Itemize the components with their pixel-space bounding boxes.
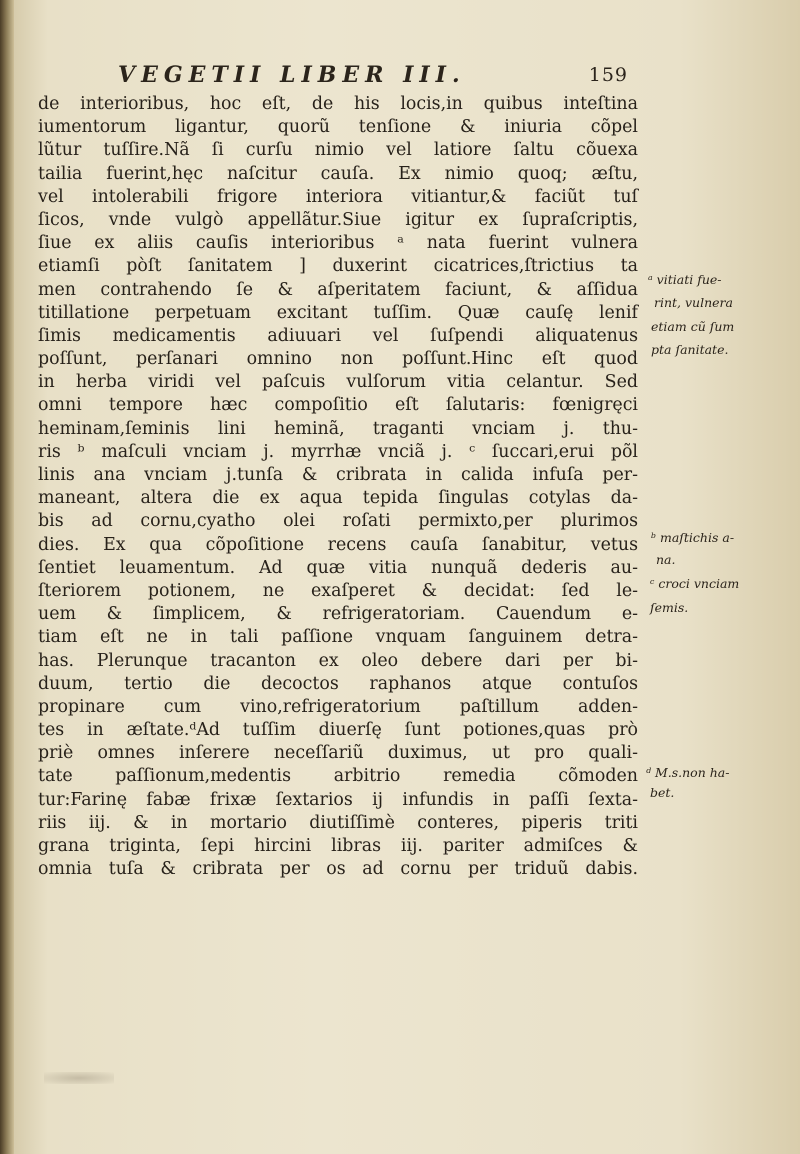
text-line: in herba viridi vel paſcuis vulſorum vitia celantur. Sed [38,372,638,393]
ink-smudge [44,1072,114,1084]
text-line: linis ana vnciam j.tunſa & cribrata in calida infuſa per- [38,465,638,485]
text-line: tailia fuerint,hęc naſcitur cauſa. Ex nimio quoq; æſtu, [38,163,638,184]
text-line: poſſunt, perſanari omnino non poſſunt.Hinc eſt quod [38,349,638,370]
margin-note: ᶜ croci vnciam [650,576,740,591]
text-line: heminam,ſeminis lini heminã, traganti vnciam j. thu- [38,418,638,439]
page-header [118,62,628,92]
page-number: 159 [588,64,628,86]
text-line: maneant, altera die ex aqua tepida ſingulas cotylas da- [38,488,638,509]
margin-note: etiam cũ ſum [651,319,735,334]
text-line: de interioribus, hoc eſt, de his locis,in quibus inteſtina [38,94,638,114]
text-line: has. Plerunque tracanton ex oleo debere dari per bi- [38,650,638,671]
running-title: VEGETII LIBER III. [118,62,466,88]
text-line: ris ᵇ maſculi vnciam j. myrrhæ vnciã j. ᶜ ſuccari,erui põl [38,441,638,462]
text-line: tiam eſt ne in tali paſſione vnquam ſanguinem detra- [38,627,638,648]
text-line: tur:Farinę fabæ frixæ ſextarios ij infundis in paſſi ſexta- [38,789,638,810]
text-line: grana triginta, ſepi hircini libras iij. pariter admiſces & [38,836,638,856]
text-line: omnia tuſa & cribrata per os ad cornu per triduũ dabis. [38,859,638,880]
margin-note: ᵈ M.s.non ha- [646,765,730,780]
text-line: ſiue ex aliis cauſis interioribus ᵃ nata fuerint vulnera [38,233,638,254]
text-line: priè omnes inſerere neceſſariũ duximus, ut pro quali- [38,743,638,764]
margin-note: ᵃ vitiati fue- [648,272,722,287]
text-line: riis iij. & in mortario diutiſſimè conteres, piperis triti [38,812,638,833]
text-line: iumentorum ligantur, quorũ tenſione & iniuria cõpel [38,117,638,138]
text-line: titillatione perpetuam excitant tuſſim. Quæ cauſę lenif [38,302,638,323]
text-line: men contrahendo ſe & aſperitatem faciunt, & aſſidua [38,279,638,300]
text-line: ſteriorem potionem, ne exaſperet & decidat: ſed le- [38,580,638,601]
text-line: bis ad cornu,cyatho olei roſati permixto,per plurimos [38,511,638,532]
text-line: ſicos, vnde vulgò appellãtur.Siue igitur ex ſupraſcriptis, [38,209,638,230]
text-line: omni tempore hæc compoſitio eſt ſalutaris: fœnigręci [38,395,638,416]
text-line: etiamſi pòſt ſanitatem ] duxerint cicatrices,ſtrictius ta [38,256,638,277]
margin-note: ſemis. [650,600,689,615]
text-line: ſentiet leuamentum. Ad quæ vitia nunquã dederis au- [38,557,638,578]
margin-note: pta ſanitate. [651,342,729,357]
text-line: vel intolerabili frigore interiora vitiantur,& faciũt tuſ [38,186,638,207]
margin-note: rint, vulnera [654,295,733,310]
margin-note: bet. [650,785,675,800]
text-line: uem & ſimplicem, & refrigeratoriam. Cauendum e- [38,604,638,625]
text-line: dies. Ex qua cõpoſitione recens cauſa ſanabitur, vetus [38,534,638,555]
text-line: lũtur tuſſire.Nã ſi curſu nimio vel latiore ſaltu cõuexa [38,140,638,161]
text-line: tes in æſtate.ᵈAd tuſſim diuerſę ſunt potiones,quas prò [38,720,638,741]
text-line: tate paſſionum,medentis arbitrio remedia cõmoden [38,766,638,787]
margin-note: ᵇ maſtichis a- [651,530,735,545]
text-line: duum, tertio die decoctos raphanos atque contuſos [38,673,638,694]
margin-note: na. [656,552,676,567]
text-line: propinare cum vino,refrigeratorium paſtillum adden- [38,696,638,717]
text-line: ſimis medicamentis adiuuari vel ſuſpendi aliquatenus [38,325,638,346]
